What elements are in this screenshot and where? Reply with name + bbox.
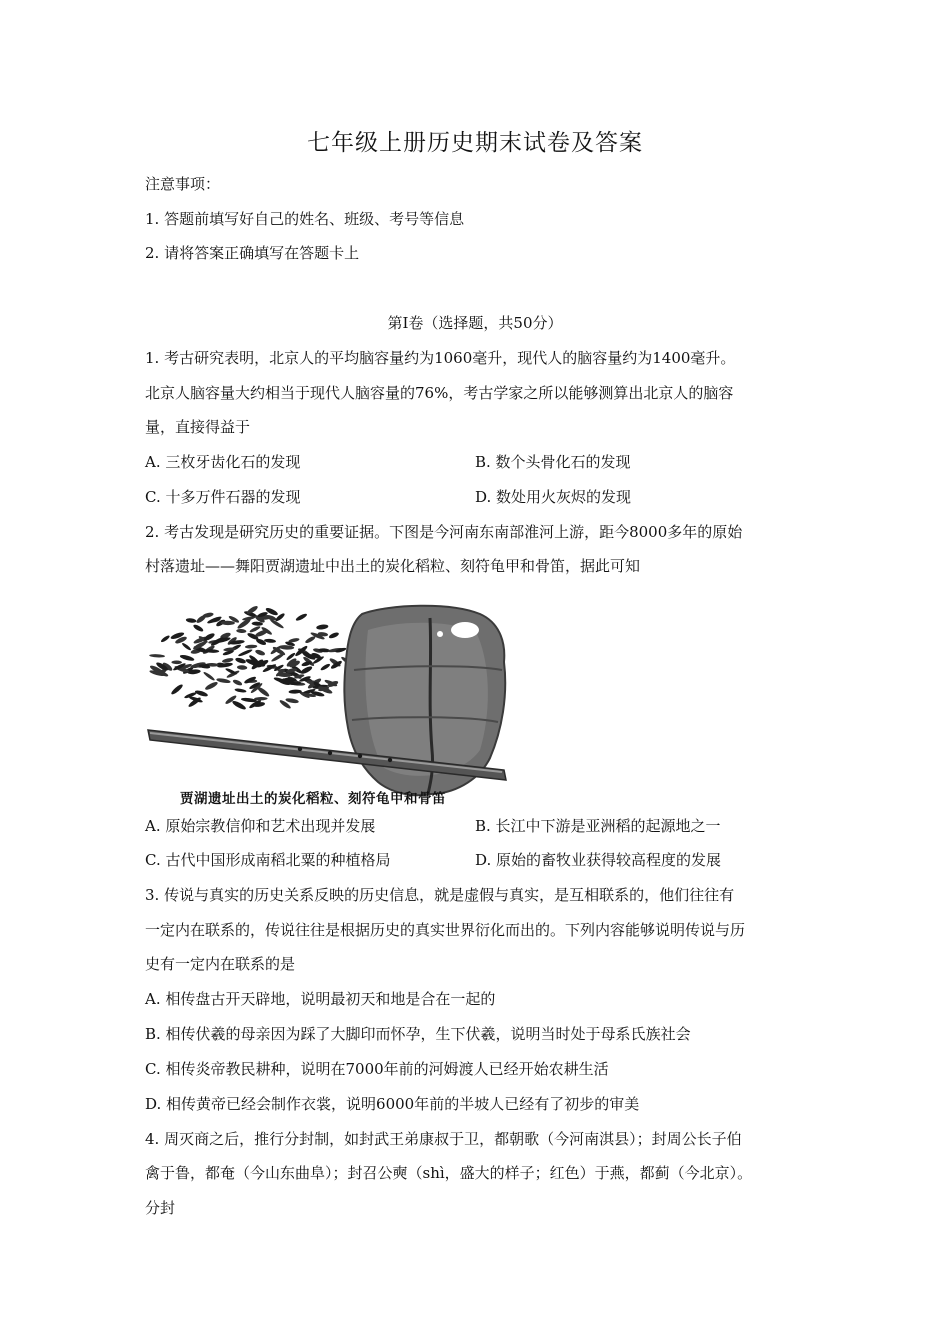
notice-heading: 注意事项： [145, 175, 221, 193]
q2-option-d: D. 原始的畜牧业获得较高程度的发展 [475, 851, 722, 869]
q2-line: 村落遗址——舞阳贾湖遗址中出土的炭化稻粒、刻符龟甲和骨笛，据此可知 [145, 557, 641, 575]
q4-line: 4. 周灭商之后，推行分封制，如封武王弟康叔于卫，都朝歌（今河南淇县）；封周公长子伯 [145, 1130, 742, 1148]
q3-option-d: D. 相传黄帝已经会制作衣裳，说明6000年前的半坡人已经有了初步的审美 [145, 1095, 640, 1113]
section-title: 第I卷（选择题，共50分） [387, 314, 563, 332]
q1-line: 1. 考古研究表明，北京人的平均脑容量约为1060毫升，现代人的脑容量约为1400毫升。 [145, 349, 736, 367]
q1-option-b: B. 数个头骨化石的发现 [475, 453, 631, 471]
q3-option-c: C. 相传炎帝教民耕种，说明在7000年前的河姆渡人已经开始农耕生活 [145, 1060, 609, 1078]
q3-option-b: B. 相传伏羲的母亲因为踩了大脚印而怀孕，生下伏羲，说明当时处于母系氏族社会 [145, 1025, 691, 1043]
q2-option-c: C. 古代中国形成南稻北粟的种植格局 [145, 851, 391, 869]
notice-item: 2. 请将答案正确填写在答题卡上 [145, 244, 360, 262]
q1-line: 北京人脑容量大约相当于现代人脑容量的76%，考古学家之所以能够测算出北京人的脑容 [145, 384, 734, 402]
carbonized-rice-icon [149, 605, 354, 711]
notice-item: 1. 答题前填写好自己的姓名、班级、考号等信息 [145, 210, 465, 228]
q1-option-d: D. 数处用火灰烬的发现 [475, 488, 632, 506]
figure-caption: 贾湖遗址出土的炭化稻粒、刻符龟甲和骨笛 [180, 791, 446, 807]
q1-option-c: C. 十多万件石器的发现 [145, 488, 301, 506]
q2-line: 2. 考古发现是研究历史的重要证据。下图是今河南东南部淮河上游，距今8000多年的原始 [145, 523, 743, 541]
q1-line: 量，直接得益于 [145, 418, 251, 436]
q3-line: 3. 传说与真实的历史关系反映的历史信息，就是虚假与真实，是互相联系的，他们往往有 [145, 886, 735, 904]
q4-line: 禽于鲁，都奄（今山东曲阜）；封召公奭（shì，盛大的样子；红色）于燕，都蓟（今北京）。 [145, 1164, 753, 1182]
q4-line: 分封 [145, 1199, 176, 1217]
document-title: 七年级上册历史期末试卷及答案 [307, 130, 643, 156]
q3-line: 一定内在联系的，传说往往是根据历史的真实世界衍化而出的。下列内容能够说明传说与历 [145, 921, 746, 939]
q3-line: 史有一定内在联系的是 [145, 955, 296, 973]
q2-option-a: A. 原始宗教信仰和艺术出现并发展 [145, 817, 376, 835]
q3-option-a: A. 相传盘古开天辟地，说明最初天和地是合在一起的 [145, 990, 496, 1008]
q1-option-a: A. 三枚牙齿化石的发现 [145, 453, 301, 471]
artifact-photo [140, 600, 520, 810]
q2-option-b: B. 长江中下游是亚洲稻的起源地之一 [475, 817, 721, 835]
